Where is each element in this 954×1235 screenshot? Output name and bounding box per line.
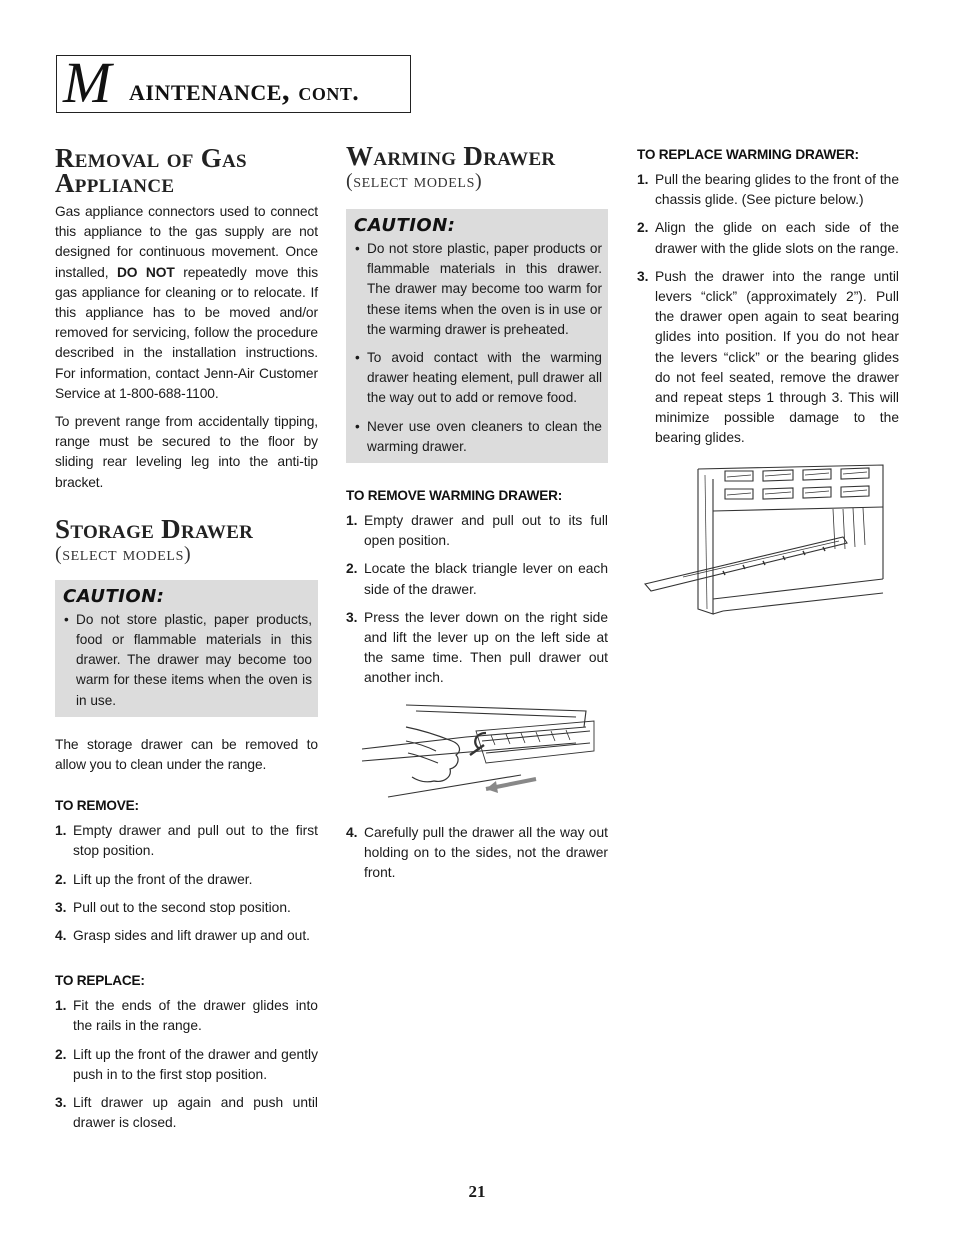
warming-remove-title: TO REMOVE WARMING DRAWER: — [346, 488, 563, 504]
step-number: 4. — [346, 824, 358, 840]
drawer-lever-illustration — [346, 697, 608, 807]
list-item — [346, 608, 608, 689]
storage-caution-item: • Do not store plastic, paper products, food or flammable materials in this drawer. The drawer may become too warm for these items when the oven is in use. — [63, 610, 312, 711]
list-item — [55, 898, 318, 918]
warming-caution-title: CAUTION: — [354, 215, 456, 236]
warming-caution-list — [354, 239, 602, 457]
list-item — [346, 511, 608, 551]
step-text: Locate the black triangle lever on each side of the drawer. — [364, 561, 608, 597]
column-left — [55, 140, 318, 1142]
storage-caution-title: CAUTION: — [63, 585, 165, 607]
title-cont: cont. — [298, 79, 360, 106]
step-text: Empty drawer and pull out to the first stop position. — [73, 823, 318, 859]
warming-replace-steps — [637, 170, 899, 449]
step-text: Fit the ends of the drawer glides into the rails in the range. — [73, 998, 318, 1034]
step-number: 3. — [55, 1095, 67, 1111]
step-text: Lift up the front of the drawer and gently push in to the first stop position. — [73, 1046, 318, 1082]
storage-caution-list — [63, 610, 312, 711]
column-middle — [346, 140, 608, 891]
list-item — [55, 1093, 318, 1133]
storage-subheading: (select models) — [55, 542, 192, 565]
warming-caution-item: • Do not store plastic, paper products or flammable materials in this drawer. The drawer may become too warm for these items when the oven is in use or the warming drawer is preheated. — [354, 239, 602, 340]
list-item — [637, 267, 899, 449]
warming-heading: Warming Drawer — [346, 141, 556, 171]
step-text: Empty drawer and pull out to its full open position. — [364, 513, 608, 549]
step-text: Lift up the front of the drawer. — [73, 871, 253, 887]
step-number: 2. — [346, 561, 358, 577]
list-item — [55, 996, 318, 1036]
storage-caution-box — [55, 580, 318, 717]
step-number: 4. — [55, 928, 67, 944]
warming-caution-item: • To avoid contact with the warming drawer heating element, pull drawer all the way out to add or remove food. — [354, 348, 602, 409]
list-item — [55, 926, 318, 946]
list-item — [637, 170, 899, 210]
step-number: 3. — [346, 609, 358, 625]
list-item — [55, 870, 318, 890]
step-text: Pull out to the second stop position. — [73, 899, 291, 915]
chassis-glide-illustration — [643, 459, 888, 629]
step-number: 1. — [55, 823, 67, 839]
storage-remove-title: TO REMOVE: — [55, 798, 139, 814]
step-text: Lift drawer up again and push until drawer is closed. — [73, 1095, 318, 1131]
warming-subheading: (select models) — [346, 170, 483, 192]
removal-heading — [55, 143, 318, 198]
removal-text-bold: DO NOT — [116, 264, 175, 280]
step-number: 2. — [55, 1046, 67, 1062]
storage-replace-steps — [55, 996, 318, 1133]
warming-remove-steps — [346, 511, 608, 689]
removal-paragraph-1 — [55, 202, 318, 404]
storage-intro: The storage drawer can be removed to allow you to clean under the range. — [55, 736, 318, 773]
list-item — [55, 821, 318, 861]
title-text: aintenance, — [129, 72, 299, 107]
warming-caution-item: • Never use oven cleaners to clean the warming drawer. — [354, 417, 602, 457]
step-number: 2. — [55, 871, 67, 887]
step-text: Push the drawer into the range until levers “click” (approximately 2”). Pull the drawer open again to seat bearing glides into position. If you do not hear the levers “click” or the bearing glides do not feel seated, remove the drawer and repeat steps 1 through 3. This will minimize possible damage to the bearing glides. — [655, 268, 899, 446]
step-text: Align the glide on each side of the drawer with the glide slots on the range. — [655, 220, 899, 256]
storage-heading: Storage Drawer — [55, 513, 254, 544]
page-number: 21 — [468, 1182, 486, 1201]
warming-replace-title: TO REPLACE WARMING DRAWER: — [637, 147, 859, 162]
step-number: 3. — [55, 899, 67, 915]
step-number: 1. — [637, 172, 649, 187]
removal-text-b: repeatedly move this gas appliance for cleaning or to relocate. If this appliance has to be moved and/or removed for servicing, follow the procedure described in the installation instructions. For information, contact Jenn-Air Customer Service at 1-800-688-1100. — [55, 264, 318, 401]
step-number: 3. — [637, 268, 649, 284]
storage-remove-steps — [55, 821, 318, 946]
step-text: Carefully pull the drawer all the way out holding on to the sides, not the drawer front. — [364, 824, 608, 881]
step-text: Pull the bearing glides to the front of the chassis glide. (See picture below.) — [655, 172, 899, 208]
step-number: 2. — [637, 220, 649, 236]
list-item — [346, 823, 608, 884]
warming-remove-step4 — [346, 823, 608, 884]
column-right — [637, 140, 899, 629]
removal-paragraph-2: To prevent range from accidentally tipping, range must be secured to the floor by sliding rear leveling leg into the anti-tip bracket. — [55, 414, 318, 490]
title-initial: M — [63, 50, 112, 115]
removal-text-a: Gas appliance connectors used to connect this appliance to the gas supply are not designed for continuous movement. Once installed, — [55, 204, 318, 280]
step-number: 1. — [55, 998, 67, 1014]
list-item — [346, 559, 608, 599]
list-item — [637, 218, 899, 258]
list-item — [55, 1045, 318, 1085]
warming-caution-box — [346, 209, 608, 463]
step-text: Press the lever down on the right side and lift the lever up on the left side at the same time. Then pull drawer out another inch. — [364, 609, 608, 686]
step-number: 1. — [346, 513, 358, 529]
page-title-box — [56, 50, 411, 115]
step-text: Grasp sides and lift drawer up and out. — [73, 928, 310, 944]
storage-replace-title: TO REPLACE: — [55, 973, 145, 989]
removal-heading-line2: Appliance — [55, 168, 175, 198]
removal-heading-line1: Removal of Gas — [55, 143, 247, 173]
page-title — [129, 73, 359, 110]
